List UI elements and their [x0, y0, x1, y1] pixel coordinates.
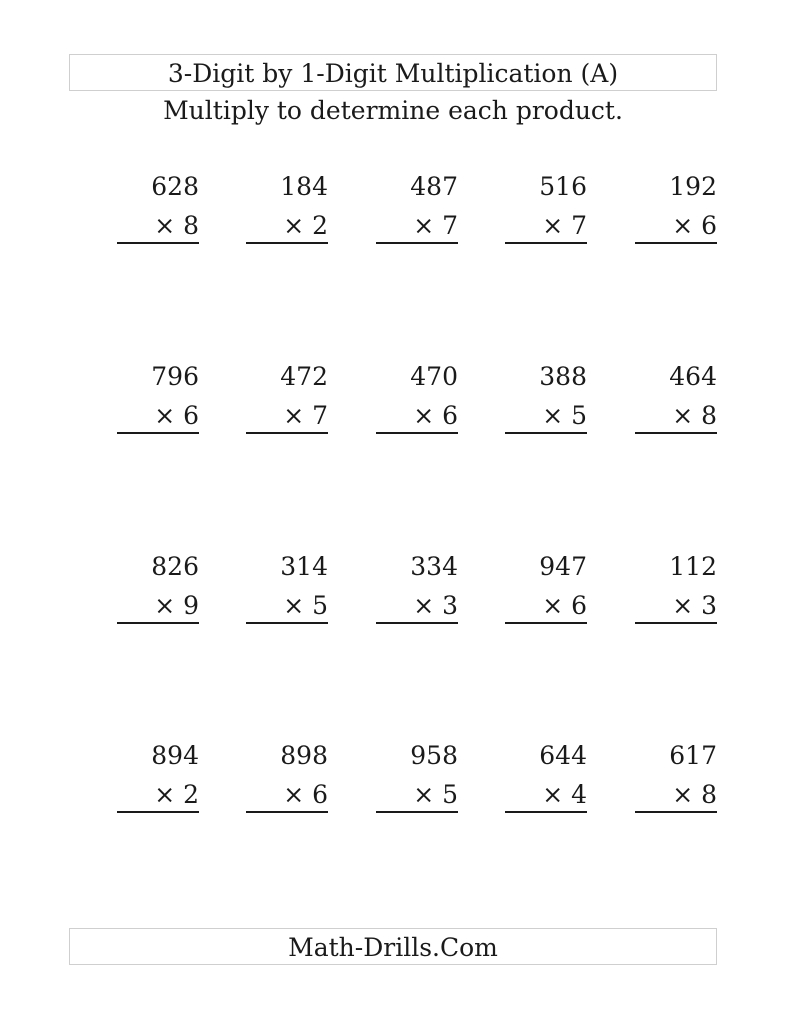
answer-line [376, 242, 458, 244]
problem-multiplicand: 184 [280, 172, 328, 201]
answer-line [246, 432, 328, 434]
problem-multiplier: × 8 [154, 211, 199, 240]
problem-multiplier: × 3 [413, 591, 458, 620]
answer-line [117, 432, 199, 434]
problem-multiplicand: 898 [280, 741, 328, 770]
answer-line [505, 811, 587, 813]
problem-multiplicand: 388 [539, 362, 587, 391]
problem-multiplicand: 470 [410, 362, 458, 391]
problem-multiplier: × 5 [283, 591, 328, 620]
answer-line [246, 622, 328, 624]
worksheet-title: 3-Digit by 1-Digit Multiplication (A) [69, 54, 717, 91]
worksheet-instructions: Multiply to determine each product. [163, 96, 623, 125]
problem-multiplier: × 5 [542, 401, 587, 430]
problem-multiplicand: 617 [669, 741, 717, 770]
problem-multiplier: × 6 [413, 401, 458, 430]
problem-multiplicand: 112 [669, 552, 717, 581]
answer-line [635, 811, 717, 813]
answer-line [246, 242, 328, 244]
problem-multiplicand: 947 [539, 552, 587, 581]
problem-multiplier: × 8 [672, 780, 717, 809]
answer-line [117, 242, 199, 244]
problem-multiplier: × 5 [413, 780, 458, 809]
problem-multiplicand: 958 [410, 741, 458, 770]
problem-multiplicand: 644 [539, 741, 587, 770]
answer-line [246, 811, 328, 813]
problem-multiplicand: 826 [151, 552, 199, 581]
problem-multiplier: × 6 [154, 401, 199, 430]
problem-multiplier: × 6 [542, 591, 587, 620]
problem-multiplier: × 7 [542, 211, 587, 240]
answer-line [117, 622, 199, 624]
answer-line [505, 242, 587, 244]
problem-multiplier: × 2 [154, 780, 199, 809]
answer-line [376, 622, 458, 624]
problem-multiplicand: 894 [151, 741, 199, 770]
problem-multiplier: × 6 [672, 211, 717, 240]
answer-line [117, 811, 199, 813]
problem-multiplier: × 8 [672, 401, 717, 430]
problem-multiplier: × 3 [672, 591, 717, 620]
problem-multiplicand: 796 [151, 362, 199, 391]
problem-multiplier: × 7 [413, 211, 458, 240]
problem-multiplicand: 628 [151, 172, 199, 201]
site-footer: Math-Drills.Com [69, 928, 717, 965]
answer-line [376, 811, 458, 813]
answer-line [635, 432, 717, 434]
answer-line [376, 432, 458, 434]
answer-line [635, 622, 717, 624]
problem-multiplicand: 472 [280, 362, 328, 391]
problem-multiplier: × 2 [283, 211, 328, 240]
problem-multiplicand: 334 [410, 552, 458, 581]
answer-line [505, 432, 587, 434]
problem-multiplier: × 4 [542, 780, 587, 809]
problem-multiplicand: 464 [669, 362, 717, 391]
problem-multiplier: × 7 [283, 401, 328, 430]
answer-line [505, 622, 587, 624]
problem-multiplicand: 192 [669, 172, 717, 201]
answer-line [635, 242, 717, 244]
problem-multiplier: × 6 [283, 780, 328, 809]
problem-multiplicand: 314 [280, 552, 328, 581]
problem-multiplier: × 9 [154, 591, 199, 620]
problem-multiplicand: 487 [410, 172, 458, 201]
problem-multiplicand: 516 [539, 172, 587, 201]
